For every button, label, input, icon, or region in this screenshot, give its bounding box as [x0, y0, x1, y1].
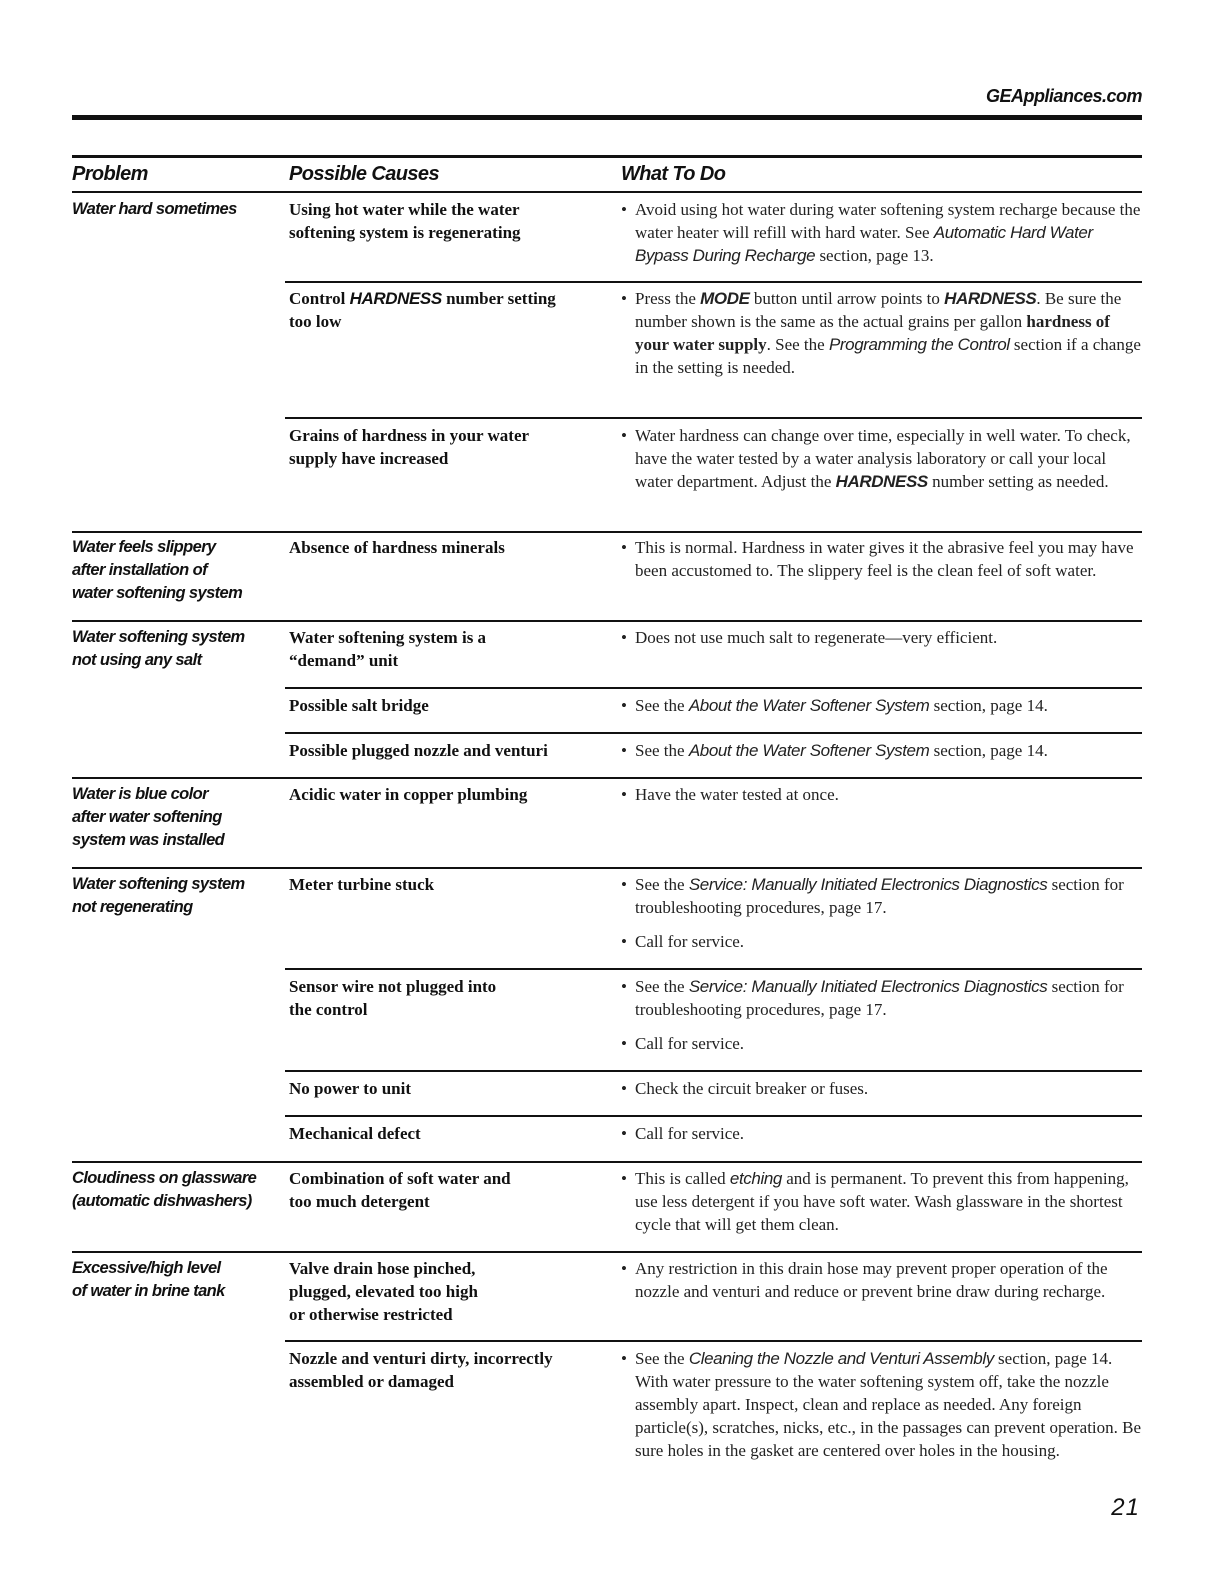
- term-etching: etching: [729, 1169, 782, 1188]
- section-divider: [72, 777, 1142, 779]
- cause: Possible salt bridge: [289, 696, 429, 715]
- todo-item: • Any restriction in this drain hose may prevent proper operation of the nozzle and venturi and reduce or prevent brine draw during recharge.: [621, 1257, 1142, 1303]
- header-possible-causes: Possible Causes: [289, 163, 439, 185]
- section-divider: [72, 1251, 1142, 1253]
- cause: Grains of hardness in your water supply have increased: [289, 426, 530, 468]
- problem-no-salt: Water softening system not using any salt: [72, 628, 245, 669]
- todo-item: • Press the MODE button until arrow points to HARDNESS. Be sure the number shown is the same as the actual grains per gallon hardness of your water supply. See the Programming the Control section if a change in the setting is needed.: [621, 287, 1142, 379]
- todo: [621, 1347, 1142, 1473]
- problem-blue-water: Water is blue color after water softening system was installed: [72, 785, 225, 849]
- todo: [621, 1122, 1142, 1156]
- todo-item: • Check the circuit breaker or fuses.: [621, 1077, 1142, 1100]
- todo-item: • This is normal. Hardness in water gives it the abrasive feel you may have been accustomed to. The slippery feel is the clean feel of soft water.: [621, 536, 1142, 582]
- header-what-to-do: What To Do: [621, 163, 726, 185]
- todo: [621, 783, 1142, 817]
- hardness-keyword: HARDNESS: [835, 472, 928, 491]
- todo-item: • Call for service.: [621, 1122, 1142, 1145]
- row-divider: [285, 417, 1142, 419]
- cause: Combination of soft water and too much detergent: [289, 1169, 511, 1211]
- header-problem: Problem: [72, 163, 148, 185]
- todo: [621, 424, 1142, 504]
- todo: [621, 1077, 1142, 1111]
- cause: Meter turbine stuck: [289, 875, 435, 894]
- row-divider: [285, 732, 1142, 734]
- cause: Possible plugged nozzle and venturi: [289, 741, 548, 760]
- cause: Acidic water in copper plumbing: [289, 785, 528, 804]
- section-divider: [72, 531, 1142, 533]
- problem-not-regenerating: Water softening system not regenerating: [72, 875, 245, 916]
- row-divider: [285, 1070, 1142, 1072]
- mode-keyword: MODE: [700, 289, 750, 308]
- row-divider: [285, 1115, 1142, 1117]
- cause: Mechanical defect: [289, 1124, 421, 1143]
- todo: [621, 1167, 1142, 1247]
- todo-item: • See the Service: Manually Initiated Electronics Diagnostics section for troubleshooting procedures, page 17.: [621, 975, 1142, 1021]
- todo: [621, 739, 1142, 773]
- todo-item: • This is called etching and is permanent. To prevent this from happening, use less detergent if you have soft water. Wash glassware in the shortest cycle that will get them clean.: [621, 1167, 1142, 1236]
- todo: [621, 536, 1142, 593]
- section-divider: [72, 1161, 1142, 1163]
- todo: [621, 626, 1142, 660]
- hardness-keyword: HARDNESS: [944, 289, 1037, 308]
- todo-item: • See the Service: Manually Initiated Electronics Diagnostics section for troubleshooting procedures, page 17.: [621, 873, 1142, 919]
- section-reference: Automatic Hard Water Bypass During Recharge: [635, 223, 1093, 265]
- todo-item: • Call for service.: [621, 930, 1142, 953]
- todo: [621, 1257, 1142, 1314]
- section-reference: About the Water Softener System: [688, 696, 930, 715]
- cause: Valve drain hose pinched, plugged, elevated too high or otherwise restricted: [289, 1259, 478, 1324]
- section-reference: About the Water Softener System: [688, 741, 930, 760]
- todo: [621, 873, 1142, 964]
- section-reference: Cleaning the Nozzle and Venturi Assembly: [688, 1349, 994, 1368]
- cause: Using hot water while the water softening system is regenerating: [289, 200, 521, 242]
- todo-item: • Call for service.: [621, 1032, 1142, 1055]
- site-url: GEAppliances.com: [985, 86, 1142, 106]
- todo: [621, 287, 1142, 390]
- todo: [621, 975, 1142, 1066]
- cause: No power to unit: [289, 1079, 411, 1098]
- todo: [621, 694, 1142, 728]
- problem-brine-tank: Excessive/high level of water in brine tank: [72, 1259, 225, 1300]
- section-divider: [72, 620, 1142, 622]
- todo-item: • See the About the Water Softener System section, page 14.: [621, 694, 1142, 717]
- row-divider: [285, 281, 1142, 283]
- problem-water-slippery: Water feels slippery after installation of water softening system: [72, 538, 243, 602]
- section-reference: Service: Manually Initiated Electronics Diagnostics: [688, 875, 1048, 894]
- table-header: [72, 155, 1142, 193]
- cause: Water softening system is a “demand” unit: [289, 628, 487, 670]
- problem-water-hard: Water hard sometimes: [72, 200, 237, 218]
- row-divider: [285, 1340, 1142, 1342]
- row-divider: [285, 687, 1142, 689]
- cause: Sensor wire not plugged into the control: [289, 977, 497, 1019]
- todo-item: • Does not use much salt to regenerate—very efficient.: [621, 626, 1142, 649]
- todo-item: • Have the water tested at once.: [621, 783, 1142, 806]
- cause: Control HARDNESS number setting too low: [289, 289, 556, 331]
- row-divider: [285, 968, 1142, 970]
- problem-cloudiness: Cloudiness on glassware (automatic dishwashers): [72, 1169, 257, 1210]
- todo-item: • See the About the Water Softener System section, page 14.: [621, 739, 1142, 762]
- section-divider: [72, 867, 1142, 869]
- cause: Absence of hardness minerals: [289, 538, 505, 557]
- hardness-keyword: HARDNESS: [349, 289, 442, 308]
- section-reference: Service: Manually Initiated Electronics Diagnostics: [688, 977, 1048, 996]
- todo: [621, 198, 1142, 278]
- todo-item: • Water hardness can change over time, especially in well water. To check, have the water tested by a water analysis laboratory or call your local water department. Adjust the HARDNESS number setting as needed.: [621, 424, 1142, 493]
- cause: Nozzle and venturi dirty, incorrectly assembled or damaged: [289, 1349, 553, 1391]
- top-rule: [72, 115, 1142, 120]
- page-number: 21: [1111, 1494, 1140, 1521]
- section-reference: Programming the Control: [828, 335, 1010, 354]
- todo-item: • Avoid using hot water during water softening system recharge because the water heater will refill with hard water. See Automatic Hard Water Bypass During Recharge section, page 13.: [621, 198, 1142, 267]
- todo-item: • See the Cleaning the Nozzle and Venturi Assembly section, page 14. With water pressure to the water softening system off, take the nozzle assembly apart. Inspect, clean and replace as needed. Any foreign particle(s), scratches, nicks, etc., in the passages can prevent operation. Be sure holes in the gasket are centered over holes in the housing.: [621, 1347, 1142, 1462]
